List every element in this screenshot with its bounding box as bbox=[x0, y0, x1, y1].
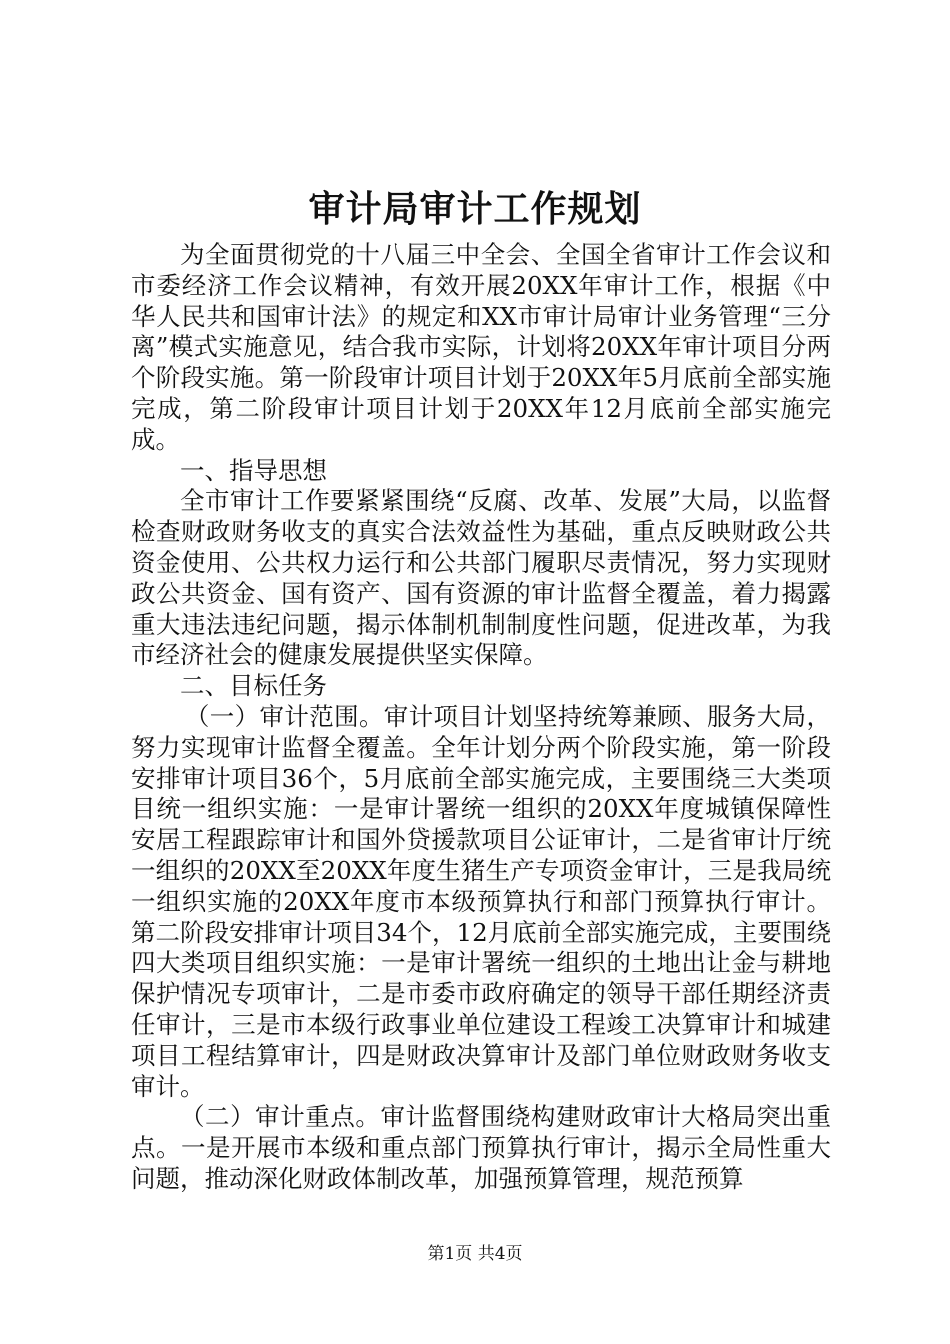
page-footer: 第1页 共4页 bbox=[427, 1244, 523, 1264]
section-heading-goals-tasks: 二、目标任务 bbox=[180, 671, 327, 701]
intro-paragraph: 为全面贯彻党的十八届三中全会、全国全省审计工作会议和市委经济工作会议精神，有效开展20XX年审计工作，根据《中华人民共和国审计法》的规定和XX市审计局审计业务管理“三分离”模式实施意见，结合我市实际，计划将20XX年审计项目分两个阶段实施。第一阶段审计项目计划于20XX年5月底前全部实施完成，第二阶段审计项目计划于20XX年12月底前全部实施完成。 bbox=[131, 240, 831, 454]
document-body bbox=[131, 240, 831, 1195]
audit-focus-paragraph: （二）审计重点。审计监督围绕构建财政审计大格局突出重点。一是开展市本级和重点部门预算执行审计，揭示全局性重大问题，推动深化财政体制改革，加强预算管理，规范预算 bbox=[131, 1102, 831, 1193]
audit-scope-paragraph: （一）审计范围。审计项目计划坚持统筹兼顾、服务大局，努力实现审计监督全覆盖。全年计划分两个阶段实施，第一阶段安排审计项目36个，5月底前全部实施完成，主要围绕三大类项目统一组织实施：一是审计署统一组织的20XX年度城镇保障性安居工程跟踪审计和国外贷援款项目公证审计，二是省审计厅统一组织的20XX至20XX年度生猪生产专项资金审计，三是我局统一组织实施的20XX年度市本级预算执行和部门预算执行审计。第二阶段安排审计项目34个，12月底前全部实施完成，主要围绕四大类项目组织实施：一是审计署统一组织的土地出让金与耕地保护情况专项审计，二是市委市政府确定的领导干部任期经济责任审计，三是市本级行政事业单位建设工程竣工决算审计和城建项目工程结算审计，四是财政决算审计及部门单位财政财务收支审计。 bbox=[131, 701, 831, 1101]
section-heading-guiding-ideology: 一、指导思想 bbox=[180, 455, 327, 485]
guiding-ideology-paragraph: 全市审计工作要紧紧围绕“反腐、改革、发展”大局，以监督检查财政财务收支的真实合法效益性为基础，重点反映财政公共资金使用、公共权力运行和公共部门履职尽责情况，努力实现财政公共资金、国有资产、国有资源的审计监督全覆盖，着力揭露重大违法违纪问题，揭示体制机制制度性问题，促进改革，为我市经济社会的健康发展提供坚实保障。 bbox=[131, 486, 831, 670]
document-title: 审计局审计工作规划 bbox=[308, 188, 642, 230]
